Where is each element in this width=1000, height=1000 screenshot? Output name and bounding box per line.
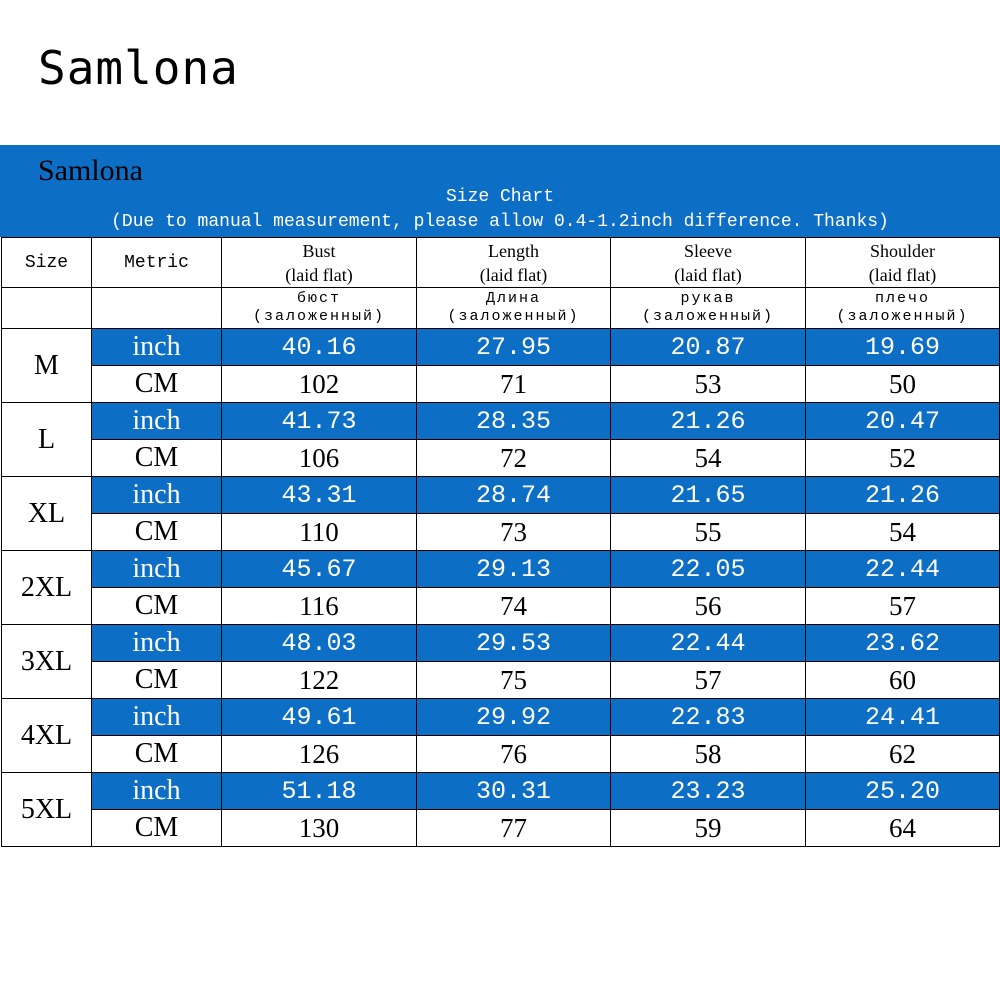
column-header-shoulder: Shoulder (laid flat) — [806, 238, 1000, 288]
cm-value-cell: 72 — [417, 440, 611, 477]
cm-value-cell: 71 — [417, 366, 611, 403]
inch-value-cell: 20.47 — [806, 403, 1000, 440]
table-row — [2, 329, 1000, 366]
inch-value-cell: 29.92 — [417, 699, 611, 736]
cm-value-cell: 122 — [222, 662, 417, 699]
metric-cm-label: CM — [92, 440, 222, 477]
table-row — [2, 366, 1000, 403]
cm-value-cell: 54 — [806, 514, 1000, 551]
metric-inch-label: inch — [92, 773, 222, 810]
metric-cm-label: CM — [92, 662, 222, 699]
inch-value-cell: 41.73 — [222, 403, 417, 440]
inch-value-cell: 20.87 — [611, 329, 806, 366]
column-header-length: Length (laid flat) — [417, 238, 611, 288]
column-header-bust-ru: бюст (заложенный) — [222, 288, 417, 329]
table-row — [2, 810, 1000, 847]
cm-value-cell: 110 — [222, 514, 417, 551]
table-row — [2, 588, 1000, 625]
cm-value-cell: 130 — [222, 810, 417, 847]
inch-value-cell: 40.16 — [222, 329, 417, 366]
cm-value-cell: 57 — [806, 588, 1000, 625]
cm-value-cell: 116 — [222, 588, 417, 625]
table-row — [2, 403, 1000, 440]
inch-value-cell: 24.41 — [806, 699, 1000, 736]
column-header-shoulder-ru: плечо (заложенный) — [806, 288, 1000, 329]
column-header-bust: Bust (laid flat) — [222, 238, 417, 288]
inch-value-cell: 43.31 — [222, 477, 417, 514]
cm-value-cell: 64 — [806, 810, 1000, 847]
inch-value-cell: 21.26 — [806, 477, 1000, 514]
metric-cm-label: CM — [92, 810, 222, 847]
size-label: L — [2, 403, 92, 477]
cm-value-cell: 50 — [806, 366, 1000, 403]
cm-value-cell: 74 — [417, 588, 611, 625]
cm-value-cell: 126 — [222, 736, 417, 773]
size-chart-banner — [0, 145, 1000, 237]
inch-value-cell: 29.53 — [417, 625, 611, 662]
header-row — [2, 238, 1000, 288]
cm-value-cell: 62 — [806, 736, 1000, 773]
cm-value-cell: 102 — [222, 366, 417, 403]
metric-inch-label: inch — [92, 403, 222, 440]
inch-value-cell: 29.13 — [417, 551, 611, 588]
table-row — [2, 773, 1000, 810]
column-header-sleeve: Sleeve (laid flat) — [611, 238, 806, 288]
metric-inch-label: inch — [92, 329, 222, 366]
inch-value-cell: 21.26 — [611, 403, 806, 440]
metric-inch-label: inch — [92, 551, 222, 588]
size-label: 3XL — [2, 625, 92, 699]
cm-value-cell: 76 — [417, 736, 611, 773]
table-row — [2, 514, 1000, 551]
cm-value-cell: 52 — [806, 440, 1000, 477]
empty-cell — [92, 288, 222, 329]
column-header-length-ru: Длина (заложенный) — [417, 288, 611, 329]
metric-cm-label: CM — [92, 736, 222, 773]
cm-value-cell: 56 — [611, 588, 806, 625]
banner-note: (Due to manual measurement, please allow 0.4-1.2inch difference. Thanks) — [111, 212, 889, 232]
inch-value-cell: 25.20 — [806, 773, 1000, 810]
size-label: 4XL — [2, 699, 92, 773]
inch-value-cell: 27.95 — [417, 329, 611, 366]
table-row — [2, 625, 1000, 662]
cm-value-cell: 58 — [611, 736, 806, 773]
metric-inch-label: inch — [92, 625, 222, 662]
header-row-russian — [2, 288, 1000, 329]
table-row — [2, 699, 1000, 736]
size-header: Size — [2, 238, 92, 288]
brand-logo: Samlona — [38, 41, 239, 95]
inch-value-cell: 22.05 — [611, 551, 806, 588]
cm-value-cell: 106 — [222, 440, 417, 477]
cm-value-cell: 60 — [806, 662, 1000, 699]
table-row — [2, 477, 1000, 514]
table-row — [2, 440, 1000, 477]
metric-header: Metric — [92, 238, 222, 288]
inch-value-cell: 19.69 — [806, 329, 1000, 366]
inch-value-cell: 21.65 — [611, 477, 806, 514]
inch-value-cell: 22.44 — [806, 551, 1000, 588]
metric-cm-label: CM — [92, 514, 222, 551]
metric-inch-label: inch — [92, 477, 222, 514]
table-row — [2, 736, 1000, 773]
inch-value-cell: 28.74 — [417, 477, 611, 514]
column-header-sleeve-ru: рукав (заложенный) — [611, 288, 806, 329]
metric-inch-label: inch — [92, 699, 222, 736]
cm-value-cell: 57 — [611, 662, 806, 699]
size-label: XL — [2, 477, 92, 551]
banner-brand: Samlona — [38, 154, 143, 187]
inch-value-cell: 28.35 — [417, 403, 611, 440]
size-chart-table — [1, 237, 1000, 847]
size-label: 5XL — [2, 773, 92, 847]
size-label: M — [2, 329, 92, 403]
inch-value-cell: 30.31 — [417, 773, 611, 810]
table-row — [2, 551, 1000, 588]
inch-value-cell: 51.18 — [222, 773, 417, 810]
banner-title: Size Chart — [445, 187, 555, 207]
empty-cell — [2, 288, 92, 329]
metric-cm-label: CM — [92, 588, 222, 625]
table-row — [2, 662, 1000, 699]
inch-value-cell: 23.62 — [806, 625, 1000, 662]
cm-value-cell: 59 — [611, 810, 806, 847]
cm-value-cell: 55 — [611, 514, 806, 551]
inch-value-cell: 49.61 — [222, 699, 417, 736]
inch-value-cell: 48.03 — [222, 625, 417, 662]
cm-value-cell: 54 — [611, 440, 806, 477]
inch-value-cell: 22.44 — [611, 625, 806, 662]
cm-value-cell: 73 — [417, 514, 611, 551]
inch-value-cell: 45.67 — [222, 551, 417, 588]
cm-value-cell: 53 — [611, 366, 806, 403]
cm-value-cell: 75 — [417, 662, 611, 699]
size-label: 2XL — [2, 551, 92, 625]
cm-value-cell: 77 — [417, 810, 611, 847]
inch-value-cell: 23.23 — [611, 773, 806, 810]
inch-value-cell: 22.83 — [611, 699, 806, 736]
metric-cm-label: CM — [92, 366, 222, 403]
